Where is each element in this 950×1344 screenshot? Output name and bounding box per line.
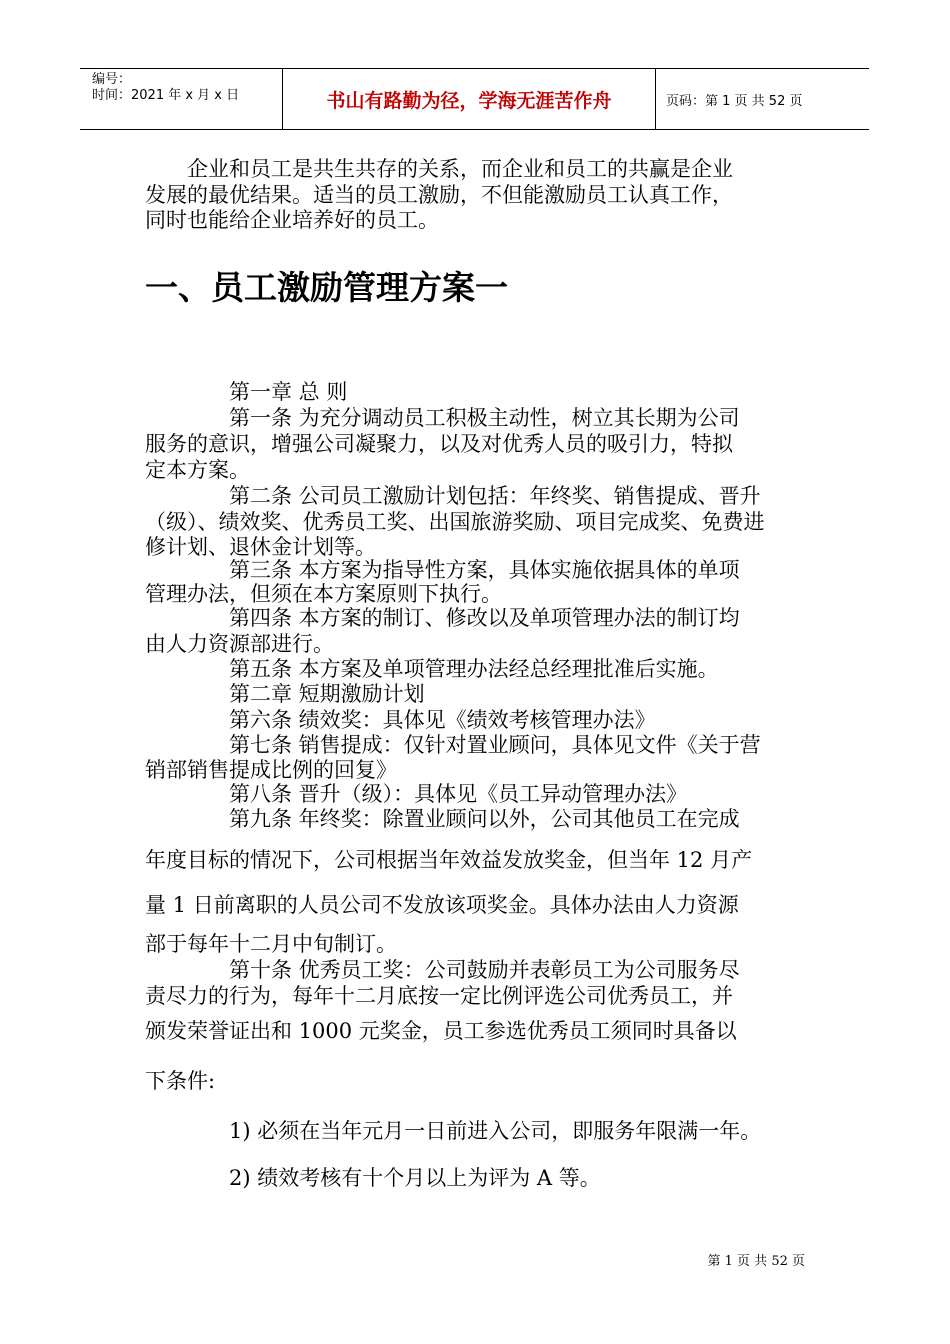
body-line: 第八条 晋升（级）：具体见《员工异动管理办法》	[145, 782, 688, 806]
page-footer: 第 1 页 共 52 页	[707, 1254, 805, 1269]
intro-line: 发展的最优结果。适当的员工激励，不但能激励员工认真工作，	[145, 183, 733, 207]
body-line: 由人力资源部进行。	[145, 632, 334, 656]
number-label: 编号：	[92, 72, 132, 87]
body-line: 第十条 优秀员工奖：公司鼓励并表彰员工为公司服务尽	[145, 958, 740, 982]
header-page-label: 页码：第 1 页 共 52 页	[666, 93, 803, 109]
body-line: 定本方案。	[145, 458, 250, 482]
body-line: 部于每年十二月中旬制订。	[145, 932, 397, 956]
body-line: 下条件:	[145, 1069, 216, 1093]
body-line: 第二条 公司员工激励计划包括：年终奖、销售提成、晋升	[145, 484, 761, 508]
intro-line: 企业和员工是共生共存的关系，而企业和员工的共赢是企业	[145, 157, 733, 181]
condition-item: 1) 必须在当年元月一日前进入公司，即服务年限满一年。	[145, 1119, 762, 1143]
body-line: 第六条 绩效奖：具体见《绩效考核管理办法》	[145, 708, 656, 732]
body-line: 年度目标的情况下，公司根据当年效益发放奖金，但当年 12 月产	[145, 848, 753, 872]
header-motto: 书山有路勤为径，学海无涯苦作舟	[282, 69, 656, 129]
body-line: 量 1 日前离职的人员公司不发放该项奖金。具体办法由人力资源	[145, 893, 739, 917]
section-title: 一、员工激励管理方案一	[145, 268, 508, 307]
header-meta	[80, 69, 282, 129]
body-line: 第五条 本方案及单项管理办法经总经理批准后实施。	[145, 657, 719, 681]
intro-line: 同时也能给企业培养好的员工。	[145, 208, 439, 232]
body-line: 责尽力的行为，每年十二月底按一定比例评选公司优秀员工，并	[145, 984, 733, 1008]
body-line: 颁发荣誉证出和 1000 元奖金，员工参选优秀员工须同时具备以	[145, 1019, 737, 1043]
body-line: 修计划、退休金计划等。	[145, 535, 376, 559]
body-line: 销部销售提成比例的回复》	[145, 758, 397, 782]
time-label: 时间：2021 年 x 月 x 日	[92, 88, 240, 103]
body-line: （级）、绩效奖、优秀员工奖、出国旅游奖励、项目完成奖、免费进	[145, 510, 765, 534]
header-table	[80, 68, 869, 130]
body-line: 第一条 为充分调动员工积极主动性，树立其长期为公司	[145, 406, 740, 430]
body-line: 管理办法，但须在本方案原则下执行。	[145, 582, 502, 606]
body-line: 服务的意识，增强公司凝聚力，以及对优秀人员的吸引力，特拟	[145, 432, 733, 456]
body-line: 第一章 总 则	[145, 380, 348, 404]
body-line: 第二章 短期激励计划	[145, 682, 425, 706]
body-line: 第七条 销售提成：仅针对置业顾问，具体见文件《关于营	[145, 733, 761, 757]
body-line: 第九条 年终奖：除置业顾问以外，公司其他员工在完成	[145, 807, 740, 831]
body-line: 第四条 本方案的制订、修改以及单项管理办法的制订均	[145, 606, 740, 630]
condition-item: 2) 绩效考核有十个月以上为评为 A 等。	[145, 1166, 601, 1190]
body-line: 第三条 本方案为指导性方案，具体实施依据具体的单项	[145, 558, 740, 582]
